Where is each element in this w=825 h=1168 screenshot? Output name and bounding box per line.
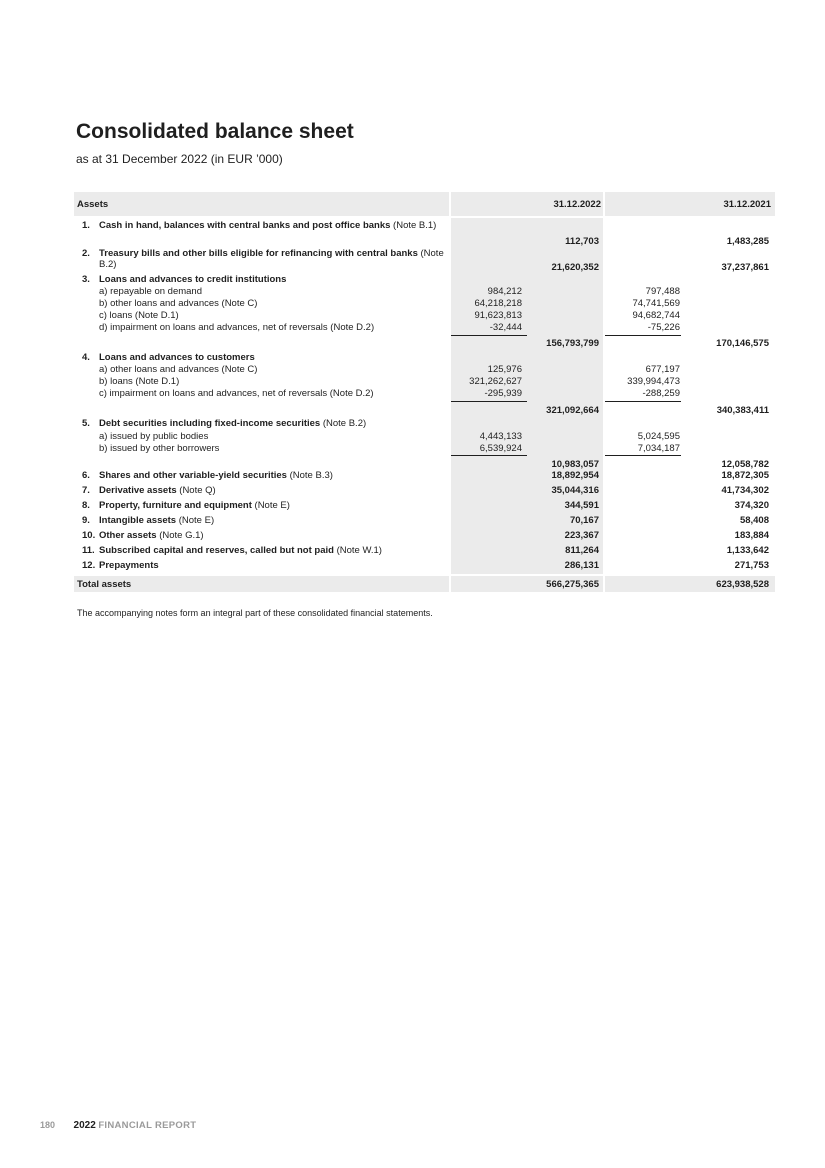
subtotal-rule [605, 455, 681, 456]
row-note: (Note G.1) [156, 530, 204, 541]
subtotal-rule [451, 335, 527, 336]
total-2022: 21,620,352 [551, 262, 599, 273]
header-year-2021: 31.12.2021 [723, 199, 771, 210]
subtotal-rule [605, 401, 681, 402]
sub-value-2021: -288,259 [642, 388, 680, 399]
subtotal-rule [605, 335, 681, 336]
total-assets-2021: 623,938,528 [716, 579, 769, 590]
row-number: 12. [82, 560, 96, 571]
row-label: Shares and other variable-yield securities [99, 470, 287, 481]
report-year: 2022 [73, 1120, 96, 1131]
total-2021: 12,058,782 [721, 459, 769, 470]
row-number: 10. [82, 530, 96, 541]
row-label: Debt securities including fixed-income securities [99, 418, 321, 429]
row-note: (Note B.2) [99, 248, 444, 270]
header-assets: Assets [77, 199, 109, 210]
total-2021: 1,133,642 [726, 545, 769, 556]
header-year-2022: 31.12.2022 [553, 199, 601, 210]
subrow-label: a) repayable on demand [99, 286, 202, 297]
row-label: Derivative assets [99, 485, 177, 496]
total-2022: 10,983,057 [551, 459, 599, 470]
page-title: Consolidated balance sheet [76, 120, 354, 143]
subrow-label: c) loans (Note D.1) [99, 310, 179, 321]
sub-value-2022: 6,539,924 [479, 443, 522, 454]
sub-value-2022: -295,939 [484, 388, 522, 399]
total-assets-label: Total assets [77, 579, 132, 590]
row-number: 8. [82, 500, 90, 511]
sub-value-2021: -75,226 [647, 322, 680, 333]
row-label: Other assets [99, 530, 157, 541]
subtotal-rule [451, 455, 527, 456]
total-2021: 18,872,305 [721, 470, 769, 481]
row-note: (Note B.2) [320, 418, 367, 429]
report-title: FINANCIAL REPORT [98, 1120, 197, 1131]
total-2021: 170,146,575 [716, 338, 769, 349]
total-2022: 35,044,316 [551, 485, 599, 496]
row-note: (Note B.1) [390, 220, 437, 231]
sub-value-2022: 984,212 [487, 286, 522, 297]
sub-value-2022: 321,262,627 [469, 376, 522, 387]
sub-value-2021: 74,741,569 [632, 298, 680, 309]
sub-value-2022: -32,444 [489, 322, 522, 333]
row-note: (Note W.1) [333, 545, 382, 556]
sub-value-2022: 125,976 [487, 364, 522, 375]
row-label: Property, furniture and equipment [99, 500, 252, 511]
sub-value-2022: 64,218,218 [474, 298, 522, 309]
total-2021: 271,753 [734, 560, 769, 571]
sub-value-2021: 339,994,473 [627, 376, 680, 387]
sub-value-2021: 94,682,744 [632, 310, 680, 321]
footnote: The accompanying notes form an integral part of these consolidated financial statements. [77, 608, 433, 618]
row-label: Treasury bills and other bills eligible for refinancing with central banks [99, 248, 418, 259]
row-label: Loans and advances to credit institutions [99, 274, 287, 285]
subrow-label: b) loans (Note D.1) [99, 376, 180, 387]
sub-value-2021: 5,024,595 [637, 431, 680, 442]
row-number: 6. [82, 470, 90, 481]
sub-value-2021: 677,197 [645, 364, 680, 375]
row-number: 11. [82, 545, 95, 556]
subrow-label: a) issued by public bodies [99, 431, 209, 442]
subrow-label: c) impairment on loans and advances, net of reversals (Note D.2) [99, 388, 374, 399]
page-number: 180 [40, 1120, 56, 1130]
row-number: 9. [82, 515, 90, 526]
row-note: (Note E) [251, 500, 290, 511]
total-2022: 286,131 [564, 560, 599, 571]
row-number: 1. [82, 220, 90, 231]
row-note: (Note E) [176, 515, 215, 526]
row-label: Loans and advances to customers [99, 352, 255, 363]
total-2022: 223,367 [564, 530, 599, 541]
subtotal-rule [451, 401, 527, 402]
total-2022: 112,703 [565, 236, 599, 247]
row-label: Subscribed capital and reserves, called but not paid [99, 545, 334, 556]
total-2021: 37,237,861 [721, 262, 769, 273]
total-2022: 70,167 [569, 515, 599, 526]
total-2021: 41,734,302 [721, 485, 769, 496]
row-label: Prepayments [99, 560, 159, 571]
total-2022: 321,092,664 [546, 405, 599, 416]
total-assets-row [74, 576, 775, 592]
sub-value-2022: 91,623,813 [474, 310, 522, 321]
row-note: (Note Q) [176, 485, 216, 496]
total-2022: 18,892,954 [551, 470, 599, 481]
total-2021: 1,483,285 [726, 236, 769, 247]
row-label: Intangible assets [99, 515, 177, 526]
table-header [74, 192, 775, 216]
row-number: 2. [82, 248, 90, 259]
sub-value-2021: 797,488 [645, 286, 680, 297]
subrow-label: b) other loans and advances (Note C) [99, 298, 258, 309]
total-2021: 58,408 [739, 515, 769, 526]
page-footer [40, 1120, 196, 1131]
subrow-label: d) impairment on loans and advances, net of reversals (Note D.2) [99, 322, 375, 333]
row-number: 4. [82, 352, 90, 363]
row-note: (Note B.3) [286, 470, 333, 481]
row-number: 3. [82, 274, 90, 285]
row-number: 5. [82, 418, 90, 429]
total-2021: 340,383,411 [716, 405, 769, 416]
sub-value-2022: 4,443,133 [479, 431, 522, 442]
total-2022: 344,591 [564, 500, 599, 511]
total-2021: 374,320 [734, 500, 769, 511]
page-subtitle: as at 31 December 2022 (in EUR ’000) [76, 152, 283, 166]
row-number: 7. [82, 485, 90, 496]
subrow-label: b) issued by other borrowers [99, 443, 220, 454]
row-label: Cash in hand, balances with central banks and post office banks [99, 220, 391, 231]
subrow-label: a) other loans and advances (Note C) [99, 364, 258, 375]
total-assets-2022: 566,275,365 [546, 579, 599, 590]
total-2021: 183,884 [734, 530, 769, 541]
total-2022: 156,793,799 [546, 338, 599, 349]
total-2022: 811,264 [565, 545, 599, 556]
sub-value-2021: 7,034,187 [637, 443, 680, 454]
